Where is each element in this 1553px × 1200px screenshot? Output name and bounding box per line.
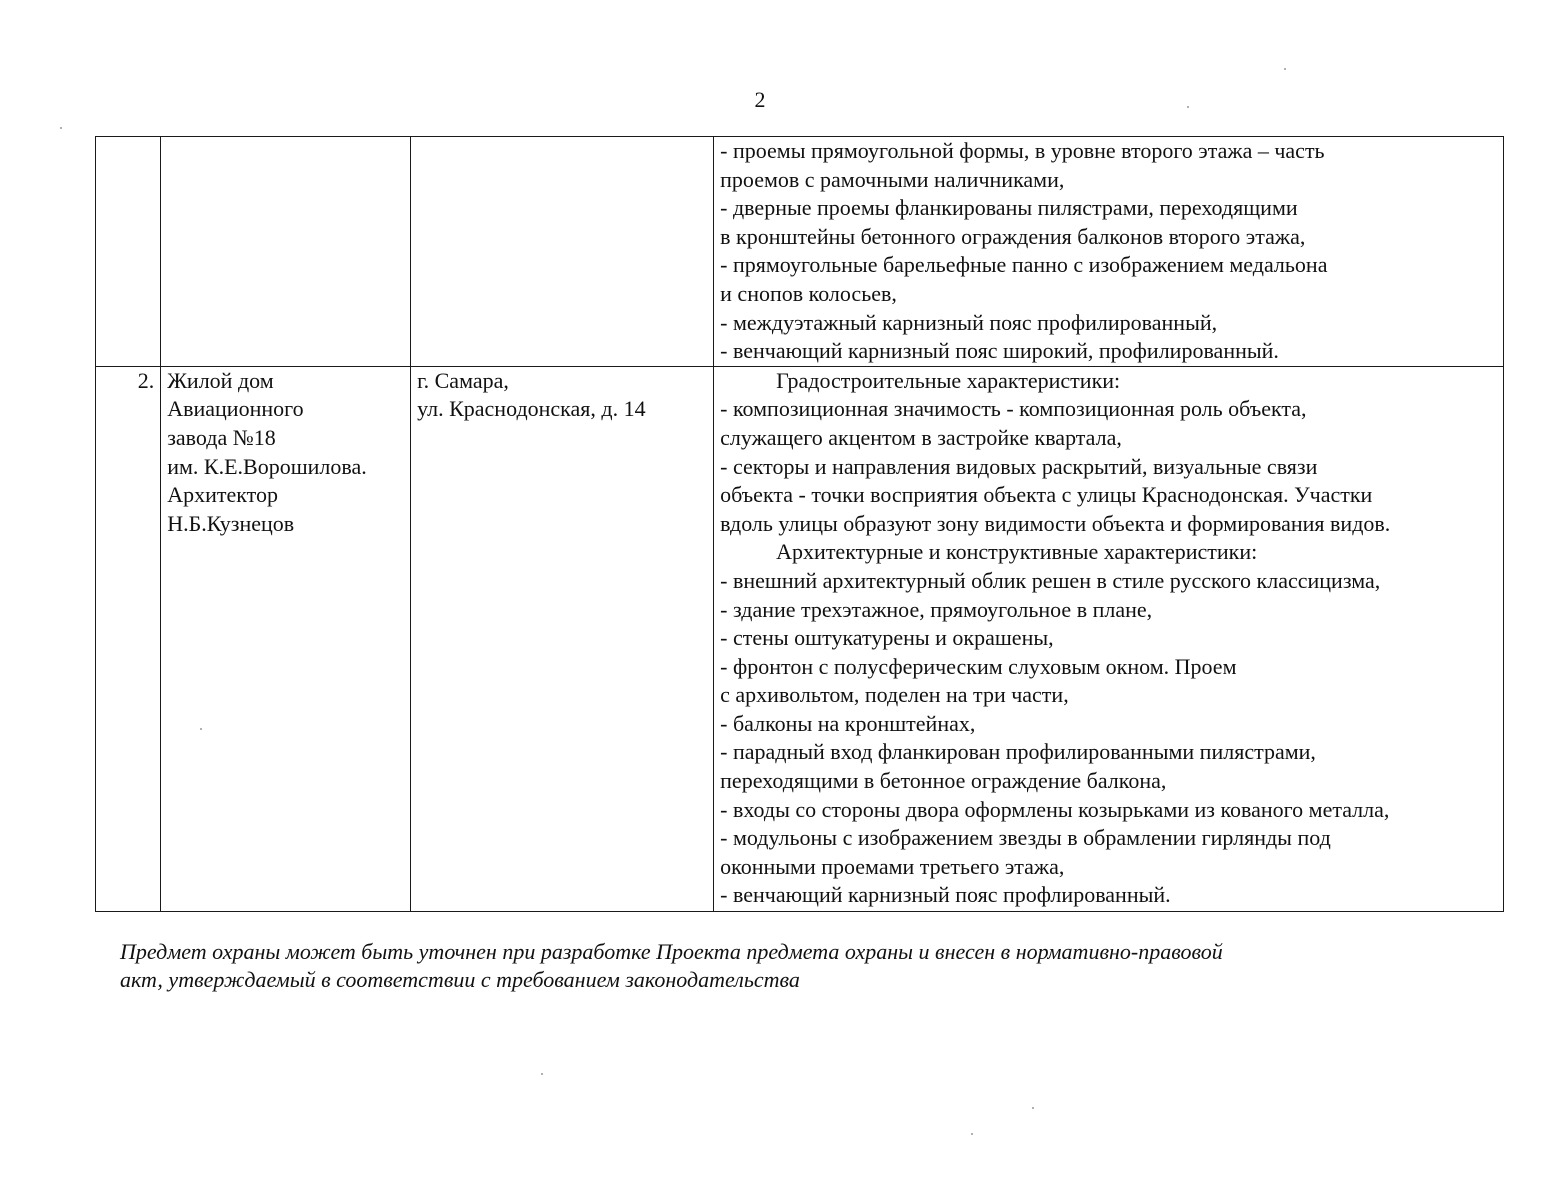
row-number-cell (96, 137, 161, 367)
scan-speck (1187, 106, 1189, 108)
description-line: переходящими в бетонное ограждение балкона, (720, 768, 1167, 794)
object-name-line: Н.Б.Кузнецов (167, 510, 295, 536)
scan-speck (200, 728, 202, 730)
table-row (96, 137, 1504, 367)
footnote (120, 938, 1420, 994)
scan-speck (1032, 1107, 1034, 1109)
scan-speck (60, 127, 62, 129)
address-line: г. Самара, (417, 367, 509, 393)
scan-speck (541, 1073, 543, 1075)
scan-speck (1284, 68, 1286, 70)
row-number: 2. (137, 367, 155, 393)
heritage-table (95, 136, 1504, 912)
description-line: служащего акцентом в застройке квартала, (720, 424, 1122, 450)
description-cell (714, 366, 1504, 911)
description-line: проемов с рамочными наличниками, (720, 166, 1065, 192)
section-heading: Градостроительные характеристики: (776, 367, 1121, 393)
description-line: - фронтон с полусферическим слуховым окном. Проем (720, 653, 1237, 679)
description-line: - венчающий карнизный пояс профлированный. (720, 882, 1171, 908)
object-name-line: им. К.Е.Ворошилова. (167, 453, 367, 479)
object-name-line: Жилой дом (167, 367, 274, 393)
address-cell (411, 366, 714, 911)
footnote-line: акт, утверждаемый в соответствии с требованием законодательства (120, 967, 800, 992)
description-line: - дверные проемы фланкированы пилястрами, переходящими (720, 195, 1298, 221)
object-name-line: Архитектор (167, 482, 278, 508)
description-line: - композиционная значимость - композиционная роль объекта, (720, 396, 1307, 422)
description-line: - внешний архитектурный облик решен в стиле русского классицизма, (720, 567, 1381, 593)
description-line: - венчающий карнизный пояс широкий, профилированный. (720, 338, 1279, 364)
description-line: - парадный вход фланкирован профилированными пилястрами, (720, 739, 1316, 765)
description-line: - стены оштукатурены и окрашены, (720, 625, 1054, 651)
address-line: ул. Краснодонская, д. 14 (417, 396, 646, 422)
object-name-cell (161, 366, 411, 911)
description-line: - здание трехэтажное, прямоугольное в плане, (720, 596, 1153, 622)
object-name-line: завода №18 (167, 424, 276, 450)
description-line: - прямоугольные барельефные панно с изображением медальона (720, 252, 1328, 278)
address-cell (411, 137, 714, 367)
row-number-cell (96, 366, 161, 911)
object-name-cell (161, 137, 411, 367)
description-line: вдоль улицы образуют зону видимости объекта и формирования видов. (720, 510, 1391, 536)
description-line: - входы со стороны двора оформлены козырьками из кованого металла, (720, 796, 1390, 822)
description-line: - модульоны с изображением звезды в обрамлении гирлянды под (720, 825, 1331, 851)
description-line: с архивольтом, поделен на три части, (720, 682, 1069, 708)
scan-speck (971, 1133, 973, 1135)
description-line: - проемы прямоугольной формы, в уровне второго этажа – часть (720, 138, 1325, 163)
description-line: и снопов колосьев, (720, 280, 897, 306)
description-line: - секторы и направления видовых раскрытий, визуальные связи (720, 453, 1318, 479)
description-line: - балконы на кронштейнах, (720, 710, 976, 736)
description-line: - междуэтажный карнизный пояс профилированный, (720, 309, 1218, 335)
footnote-line: Предмет охраны может быть уточнен при разработке Проекта предмета охраны и внесен в нормативно-правовой (120, 939, 1223, 964)
object-name-line: Авиационного (167, 396, 304, 422)
description-line: оконными проемами третьего этажа, (720, 853, 1065, 879)
table-row (96, 366, 1504, 911)
section-heading: Архитектурные и конструктивные характеристики: (776, 539, 1258, 565)
description-line: в кронштейны бетонного ограждения балконов второго этажа, (720, 223, 1306, 249)
description-line: объекта - точки восприятия объекта с улицы Краснодонская. Участки (720, 482, 1373, 508)
description-cell (714, 137, 1504, 367)
page-number: 2 (754, 87, 766, 112)
